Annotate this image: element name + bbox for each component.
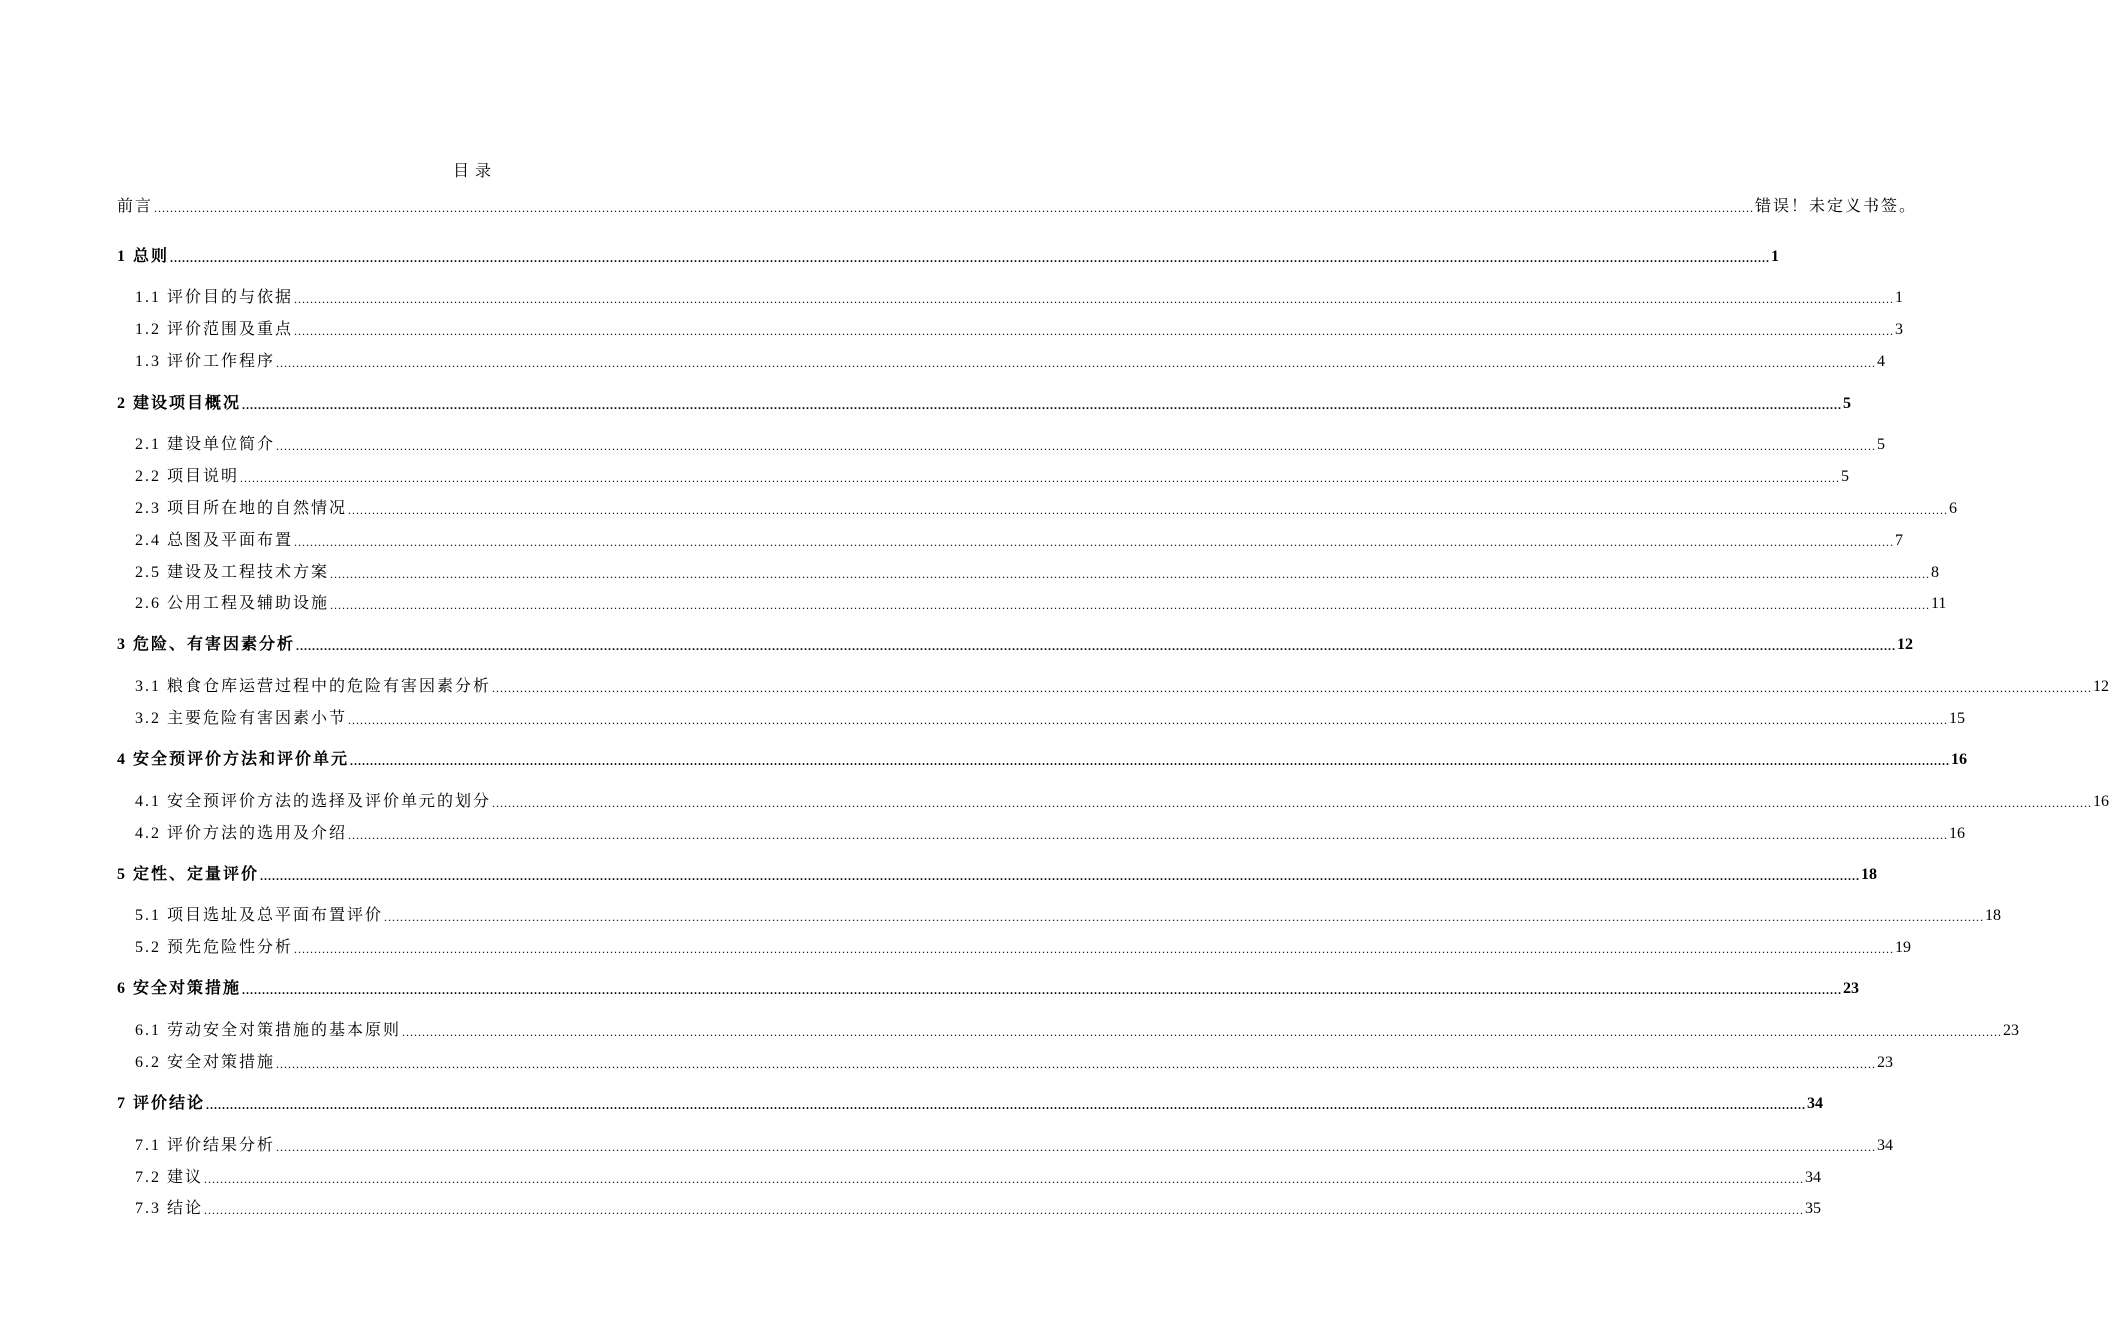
toc-section-entry[interactable] (135, 319, 1904, 341)
toc-entry-label: 2.6 公用工程及辅助设施 (135, 595, 330, 612)
toc-chapter-entry[interactable] (117, 864, 1878, 886)
toc-entry-label: 5.1 项目选址及总平面布置评价 (135, 907, 384, 924)
toc-entry-label: 6 安全对策措施 (117, 980, 242, 997)
toc-dot-leader: ................................................................................................................................................................................................................................................................................................................................................................................................................ (276, 1057, 1877, 1071)
toc-entry-label: 1.3 评价工作程序 (135, 353, 276, 370)
toc-entry-label: 1.2 评价范围及重点 (135, 321, 294, 338)
toc-entry-label: 4 安全预评价方法和评价单元 (117, 751, 350, 768)
toc-entry-label: 2 建设项目概况 (117, 395, 242, 412)
toc-entry-label: 6.2 安全对策措施 (135, 1054, 276, 1071)
toc-entry-label: 2.5 建设及工程技术方案 (135, 564, 330, 581)
toc-dot-leader: ................................................................................................................................................................................................................................................................................................................................................................................................................ (294, 292, 1895, 306)
toc-entry-page: 23 (2003, 1022, 2020, 1039)
toc-section-entry[interactable] (135, 708, 1966, 730)
toc-entry-label: 5 定性、定量评价 (117, 866, 260, 883)
toc-dot-leader: ................................................................................................................................................................................................................................................................................................................................................................................................................ (294, 324, 1895, 338)
toc-entry-page: 5 (1841, 468, 1850, 485)
toc-dot-leader: ................................................................................................................................................................................................................................................................................................................................................................................................................ (402, 1025, 2003, 1039)
toc-entry-page: 5 (1843, 395, 1852, 412)
toc-entry-label: 3.2 主要危险有害因素小节 (135, 710, 348, 727)
toc-dot-leader: ................................................................................................................................................................................................................................................................................................................................................................................................................ (154, 201, 1755, 215)
toc-dot-leader: ................................................................................................................................................................................................................................................................................................................................................................................................................ (242, 398, 1843, 412)
toc-entry-label: 7 评价结论 (117, 1095, 206, 1112)
toc-section-entry[interactable] (135, 562, 1940, 584)
toc-section-entry[interactable] (135, 905, 2002, 927)
toc-entry-label: 2.4 总图及平面布置 (135, 532, 294, 549)
toc-dot-leader: ................................................................................................................................................................................................................................................................................................................................................................................................................ (276, 439, 1877, 453)
toc-entry-page: 16 (1949, 825, 1966, 842)
toc-dot-leader: ................................................................................................................................................................................................................................................................................................................................................................................................................ (294, 535, 1895, 549)
toc-dot-leader: ................................................................................................................................................................................................................................................................................................................................................................................................................ (240, 471, 1841, 485)
toc-chapter-entry[interactable] (117, 246, 1780, 268)
toc-entry-label: 前言 (117, 198, 154, 215)
toc-section-entry[interactable] (135, 937, 1912, 959)
toc-entry-page: 3 (1895, 321, 1904, 338)
toc-dot-leader: ................................................................................................................................................................................................................................................................................................................................................................................................................ (384, 910, 1985, 924)
toc-dot-leader: ................................................................................................................................................................................................................................................................................................................................................................................................................ (350, 754, 1951, 768)
toc-title: 目录 (452, 163, 497, 180)
toc-entry-page: 18 (1985, 907, 2002, 924)
toc-entry-page: 35 (1805, 1200, 1822, 1217)
toc-entry-label: 2.3 项目所在地的自然情况 (135, 500, 348, 517)
toc-section-entry[interactable] (135, 1167, 1822, 1189)
toc-section-entry[interactable] (135, 498, 1958, 520)
toc-dot-leader: ................................................................................................................................................................................................................................................................................................................................................................................................................ (330, 567, 1931, 581)
toc-dot-leader: ................................................................................................................................................................................................................................................................................................................................................................................................................ (206, 1098, 1807, 1112)
toc-dot-leader: ................................................................................................................................................................................................................................................................................................................................................................................................................ (204, 1203, 1805, 1217)
toc-dot-leader: ................................................................................................................................................................................................................................................................................................................................................................................................................ (348, 503, 1949, 517)
toc-dot-leader: ................................................................................................................................................................................................................................................................................................................................................................................................................ (170, 251, 1771, 265)
toc-dot-leader: ................................................................................................................................................................................................................................................................................................................................................................................................................ (294, 942, 1895, 956)
toc-entry-page: 11 (1931, 595, 1947, 612)
toc-section-entry[interactable] (135, 1135, 1894, 1157)
toc-entry-label: 1.1 评价目的与依据 (135, 289, 294, 306)
toc-dot-leader: ................................................................................................................................................................................................................................................................................................................................................................................................................ (276, 1140, 1877, 1154)
toc-entry-label: 1 总则 (117, 248, 170, 265)
toc-entry-page: 错误！未定义书签。 (1755, 198, 1918, 215)
toc-dot-leader: ................................................................................................................................................................................................................................................................................................................................................................................................................ (204, 1172, 1805, 1186)
toc-dot-leader: ................................................................................................................................................................................................................................................................................................................................................................................................................ (492, 796, 2093, 810)
toc-chapter-entry[interactable] (117, 978, 1860, 1000)
toc-dot-leader: ................................................................................................................................................................................................................................................................................................................................................................................................................ (242, 983, 1843, 997)
toc-section-entry[interactable] (135, 791, 2109, 813)
toc-section-entry[interactable] (135, 1052, 1894, 1074)
toc-entry-label: 2.2 项目说明 (135, 468, 240, 485)
toc-section-entry[interactable] (135, 676, 2109, 698)
toc-entry-page: 8 (1931, 564, 1940, 581)
toc-dot-leader: ................................................................................................................................................................................................................................................................................................................................................................................................................ (348, 828, 1949, 842)
toc-preface-entry[interactable] (117, 196, 1918, 218)
toc-entry-page: 23 (1843, 980, 1860, 997)
toc-dot-leader: ................................................................................................................................................................................................................................................................................................................................................................................................................ (492, 681, 2093, 695)
toc-entry-label: 7.3 结论 (135, 1200, 204, 1217)
toc-section-entry[interactable] (135, 287, 1904, 309)
toc-entry-page: 15 (1949, 710, 1966, 727)
toc-chapter-entry[interactable] (117, 749, 1968, 771)
toc-entry-page: 4 (1877, 353, 1886, 370)
toc-entry-label: 4.1 安全预评价方法的选择及评价单元的划分 (135, 793, 492, 810)
toc-section-entry[interactable] (135, 1198, 1822, 1220)
toc-entry-page: 12 (1897, 636, 1914, 653)
toc-entry-page: 23 (1877, 1054, 1894, 1071)
toc-entry-page: 6 (1949, 500, 1958, 517)
toc-dot-leader: ................................................................................................................................................................................................................................................................................................................................................................................................................ (296, 639, 1897, 653)
toc-section-entry[interactable] (135, 1020, 2020, 1042)
toc-entry-page: 16 (1951, 751, 1968, 768)
toc-dot-leader: ................................................................................................................................................................................................................................................................................................................................................................................................................ (330, 598, 1931, 612)
toc-entry-label: 5.2 预先危险性分析 (135, 939, 294, 956)
toc-entry-label: 7.1 评价结果分析 (135, 1137, 276, 1154)
toc-dot-leader: ................................................................................................................................................................................................................................................................................................................................................................................................................ (276, 356, 1877, 370)
toc-chapter-entry[interactable] (117, 1093, 1824, 1115)
toc-entry-page: 7 (1895, 532, 1904, 549)
toc-entry-page: 1 (1771, 248, 1780, 265)
toc-entry-page: 34 (1805, 1169, 1822, 1186)
toc-dot-leader: ................................................................................................................................................................................................................................................................................................................................................................................................................ (348, 713, 1949, 727)
toc-section-entry[interactable] (135, 466, 1850, 488)
toc-entry-page: 18 (1861, 866, 1878, 883)
toc-entry-page: 34 (1877, 1137, 1894, 1154)
toc-dot-leader: ................................................................................................................................................................................................................................................................................................................................................................................................................ (260, 869, 1861, 883)
toc-section-entry[interactable] (135, 593, 1947, 615)
toc-section-entry[interactable] (135, 530, 1904, 552)
toc-chapter-entry[interactable] (117, 393, 1852, 415)
toc-entry-label: 4.2 评价方法的选用及介绍 (135, 825, 348, 842)
toc-entry-label: 3.1 粮食仓库运营过程中的危险有害因素分析 (135, 678, 492, 695)
toc-entry-label: 7.2 建议 (135, 1169, 204, 1186)
toc-section-entry[interactable] (135, 823, 1966, 845)
toc-entry-page: 34 (1807, 1095, 1824, 1112)
toc-entry-page: 1 (1895, 289, 1904, 306)
toc-entry-label: 2.1 建设单位简介 (135, 436, 276, 453)
toc-entry-page: 12 (2093, 678, 2109, 695)
toc-entry-page: 16 (2093, 793, 2109, 810)
toc-section-entry[interactable] (135, 434, 1886, 456)
toc-chapter-entry[interactable] (117, 634, 1914, 656)
toc-entry-page: 19 (1895, 939, 1912, 956)
toc-entry-label: 6.1 劳动安全对策措施的基本原则 (135, 1022, 402, 1039)
toc-section-entry[interactable] (135, 351, 1886, 373)
toc-entry-page: 5 (1877, 436, 1886, 453)
toc-entry-label: 3 危险、有害因素分析 (117, 636, 296, 653)
